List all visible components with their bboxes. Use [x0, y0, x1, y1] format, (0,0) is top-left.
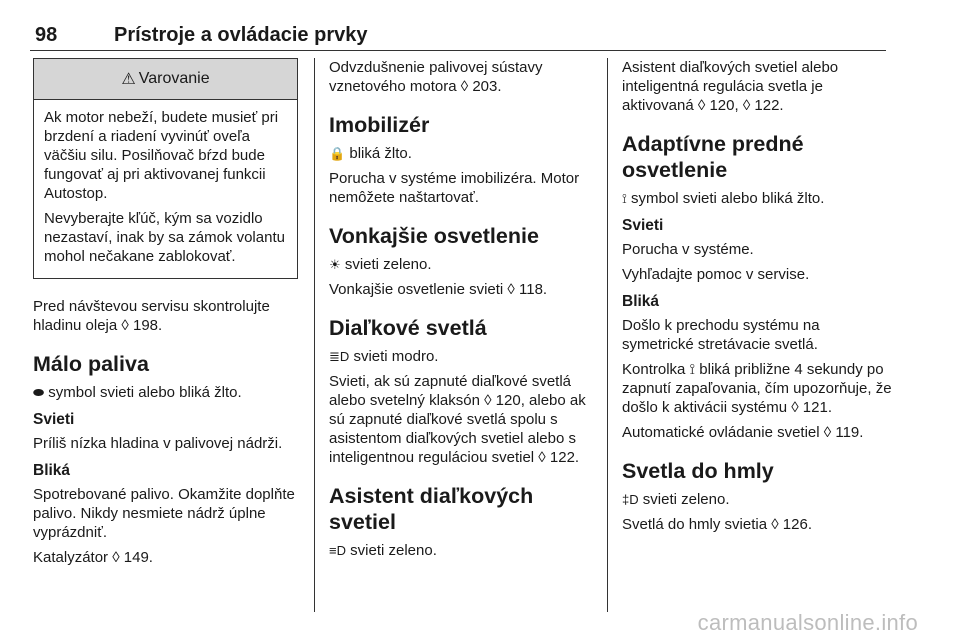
- column-3: [622, 58, 892, 540]
- paragraph: Vyhľadajte pomoc v servise.: [622, 266, 810, 283]
- fog-light-icon: ‡D: [622, 492, 639, 507]
- paragraph: Katalyzátor ◊ 149.: [33, 549, 153, 566]
- paragraph: Odvzdušnenie palivovej sústavy vznetového motora ◊ 203.: [329, 59, 543, 95]
- column-divider: [607, 58, 608, 612]
- paragraph: Spotrebované palivo. Okamžite doplňte palivo. Nikdy nesmiete nádrž úplne vyprázdniť.: [33, 486, 295, 541]
- afl-symbol-line: [622, 189, 892, 208]
- paragraph: Príliš nízka hladina v palivovej nádrži.: [33, 435, 283, 452]
- high-beam-symbol-line: [329, 347, 594, 366]
- paragraph: Automatické ovládanie svetiel ◊ 119.: [622, 424, 864, 441]
- section-heading-high-beam: Diaľkové svetlá: [329, 316, 487, 340]
- warning-paragraph: Nevyberajte kľúč, kým sa vozidlo nezastaví, inak by sa zámok volantu mohol nečakane zablokovať.: [44, 210, 285, 265]
- warning-box: [33, 58, 298, 279]
- fog-symbol-line: [622, 490, 892, 509]
- section-heading-fog-lights: Svetla do hmly: [622, 459, 774, 483]
- symbol-description: symbol svieti alebo bliká žlto.: [626, 190, 825, 207]
- high-beam-assist-icon: ≡D: [329, 543, 346, 558]
- paragraph: Porucha v systéme imobilizéra. Motor nemôžete naštartovať.: [329, 170, 580, 206]
- section-heading-low-fuel: Málo paliva: [33, 352, 149, 376]
- warning-paragraph: Ak motor nebeží, budete musieť pri brzdení a riadení vyvinúť oveľa väčšiu silu. Posilňovač bŕzd bude fungovať aj pri aktivovanej funkcii Autostop.: [44, 109, 279, 202]
- warning-body: [34, 100, 297, 278]
- page-header: [30, 20, 886, 51]
- subheading-lit: Svieti: [622, 217, 664, 234]
- subheading-lit: Svieti: [33, 411, 75, 428]
- watermark: carmanualsonline.info: [697, 610, 918, 635]
- column-1: [33, 58, 298, 573]
- symbol-description: bliká žlto.: [345, 145, 412, 162]
- paragraph: Svetlá do hmly svietia ◊ 126.: [622, 516, 813, 533]
- symbol-description: svieti zeleno.: [340, 256, 432, 273]
- paragraph: Vonkajšie osvetlenie svieti ◊ 118.: [329, 281, 548, 298]
- paragraph: Asistent diaľkových svetiel alebo inteligentná regulácia svetla je aktivovaná ◊ 120, ◊ 122.: [622, 59, 839, 114]
- section-heading-adaptive-lighting: Adaptívne predné osvetlenie: [622, 132, 804, 182]
- section-heading-immobilizer: Imobilizér: [329, 113, 430, 137]
- assist-symbol-line: [329, 541, 594, 560]
- warning-title: Varovanie: [138, 70, 210, 87]
- adaptive-lighting-icon: ⟟: [622, 191, 627, 206]
- section-heading-high-beam-assist: Asistent diaľkových svetiel: [329, 484, 534, 534]
- paragraph: Došlo k prechodu systému na symetrické stretávacie svetlá.: [622, 317, 820, 353]
- warning-triangle-icon: ⚠: [121, 71, 136, 88]
- paragraph: Porucha v systéme.: [622, 241, 754, 258]
- subheading-flashing: Bliká: [622, 293, 660, 310]
- column-divider: [314, 58, 315, 612]
- symbol-description: svieti zeleno.: [638, 491, 730, 508]
- page-number: 98: [35, 24, 58, 46]
- lock-icon: 🔒: [329, 146, 346, 161]
- symbol-description: svieti zeleno.: [345, 542, 437, 559]
- fuel-indicator-icon: ⬬: [33, 385, 45, 400]
- exterior-light-icon: ☀: [329, 257, 341, 272]
- paragraph: Svieti, ak sú zapnuté diaľkové svetlá alebo svetelný klaksón ◊ 120, alebo ak sú zapnuté diaľkové svetlá spolu s asistentom diaľkových svetiel alebo s inteligentnou reguláciou svetiel ◊ 122.: [329, 373, 586, 466]
- symbol-description: svieti modro.: [349, 348, 439, 365]
- warning-header: [34, 59, 297, 100]
- immobilizer-symbol-line: [329, 144, 594, 163]
- low-fuel-symbol-line: [33, 383, 298, 402]
- high-beam-icon: ≣D: [329, 349, 350, 364]
- exterior-symbol-line: [329, 255, 594, 274]
- subheading-flashing: Bliká: [33, 462, 71, 479]
- paragraph: Kontrolka ⟟ bliká približne 4 sekundy po zapnutí zapaľovania, čím upozorňuje, že došlo k aktivácii systému ◊ 121.: [622, 361, 892, 416]
- section-heading-exterior-lights: Vonkajšie osvetlenie: [329, 224, 539, 248]
- service-note: Pred návštevou servisu skontrolujte hladinu oleja ◊ 198.: [33, 298, 270, 334]
- symbol-description: symbol svieti alebo bliká žlto.: [44, 384, 242, 401]
- page-title: Prístroje a ovládacie prvky: [114, 24, 368, 46]
- column-2: [329, 58, 594, 566]
